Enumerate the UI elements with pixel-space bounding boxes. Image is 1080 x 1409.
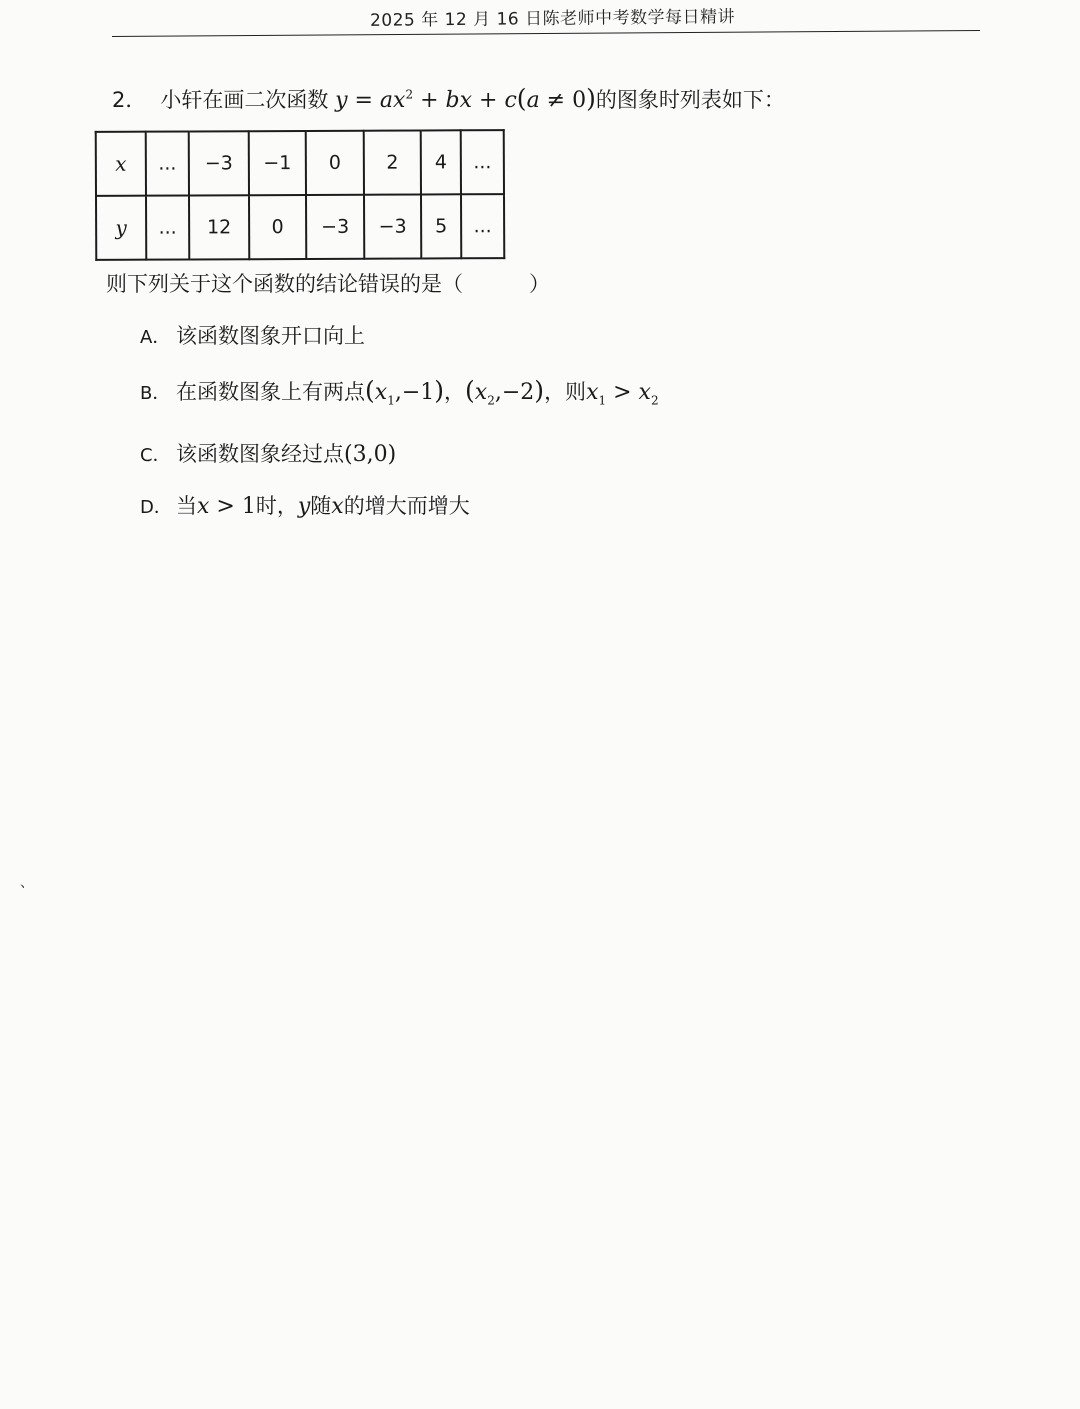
table-cell: −3 — [364, 194, 421, 258]
stray-mark: 、 — [20, 875, 34, 891]
option-text: 在函数图象上有两点 — [176, 380, 365, 404]
table-row-y — [96, 194, 504, 260]
table-cell: 0 — [249, 195, 306, 259]
option-c — [140, 438, 396, 468]
page-header: 2025 年 12 月 16 日陈老师中考数学每日精讲 — [369, 7, 736, 31]
option-text: 该函数图象经过点 — [176, 442, 344, 466]
header-divider — [112, 30, 980, 37]
table-cell: 12 — [189, 195, 249, 259]
option-b: B． 在函数图象上有两点$(x_1,-1)$，$(x_2,-2)$，则$x_1 > x_2$ — [140, 376, 659, 408]
table-cell: −1 — [249, 131, 306, 195]
point-2: $(x_2,-2)$ — [465, 376, 545, 408]
option-d: D． 当x > 1时，y随x的增大而增大 — [140, 494, 470, 519]
table-cell: ... — [146, 131, 189, 195]
table-header-y: y — [96, 196, 146, 260]
table-cell: ... — [146, 195, 189, 259]
question-text-after: 的图象时列表如下： — [595, 88, 785, 112]
option-letter: C． — [140, 445, 171, 466]
table-cell: ... — [461, 130, 504, 194]
option-a — [140, 320, 365, 350]
table-header-x: x — [96, 132, 146, 196]
table-cell: 0 — [306, 131, 364, 195]
option-letter: A． — [140, 327, 171, 348]
table-row-x — [96, 130, 504, 196]
option-letter: B． — [140, 383, 171, 404]
table-cell: 2 — [364, 130, 421, 194]
question-text-before: 小轩在画二次函数 — [160, 88, 329, 112]
table-cell: −3 — [189, 131, 249, 195]
value-table — [95, 129, 506, 261]
table-cell: 5 — [421, 194, 461, 258]
table-cell: ... — [461, 194, 504, 258]
option-letter: D． — [140, 497, 172, 518]
point-coordinates: (3,0) — [344, 442, 397, 467]
answer-prompt: 则下列关于这个函数的结论错误的是（ ） — [106, 272, 550, 296]
table-cell: −3 — [306, 195, 364, 259]
table-cell: 4 — [421, 130, 461, 194]
question-number: 2． — [112, 88, 147, 112]
question-stem — [112, 84, 785, 114]
option-text: 该函数图象开口向上 — [176, 324, 365, 348]
point-1: $(x_1,-1)$ — [365, 376, 445, 408]
quadratic-formula: $y = ax^2$ + bx + c(a ≠ 0) — [335, 84, 596, 113]
comparison: $x_1 > x_2$ — [586, 380, 659, 408]
